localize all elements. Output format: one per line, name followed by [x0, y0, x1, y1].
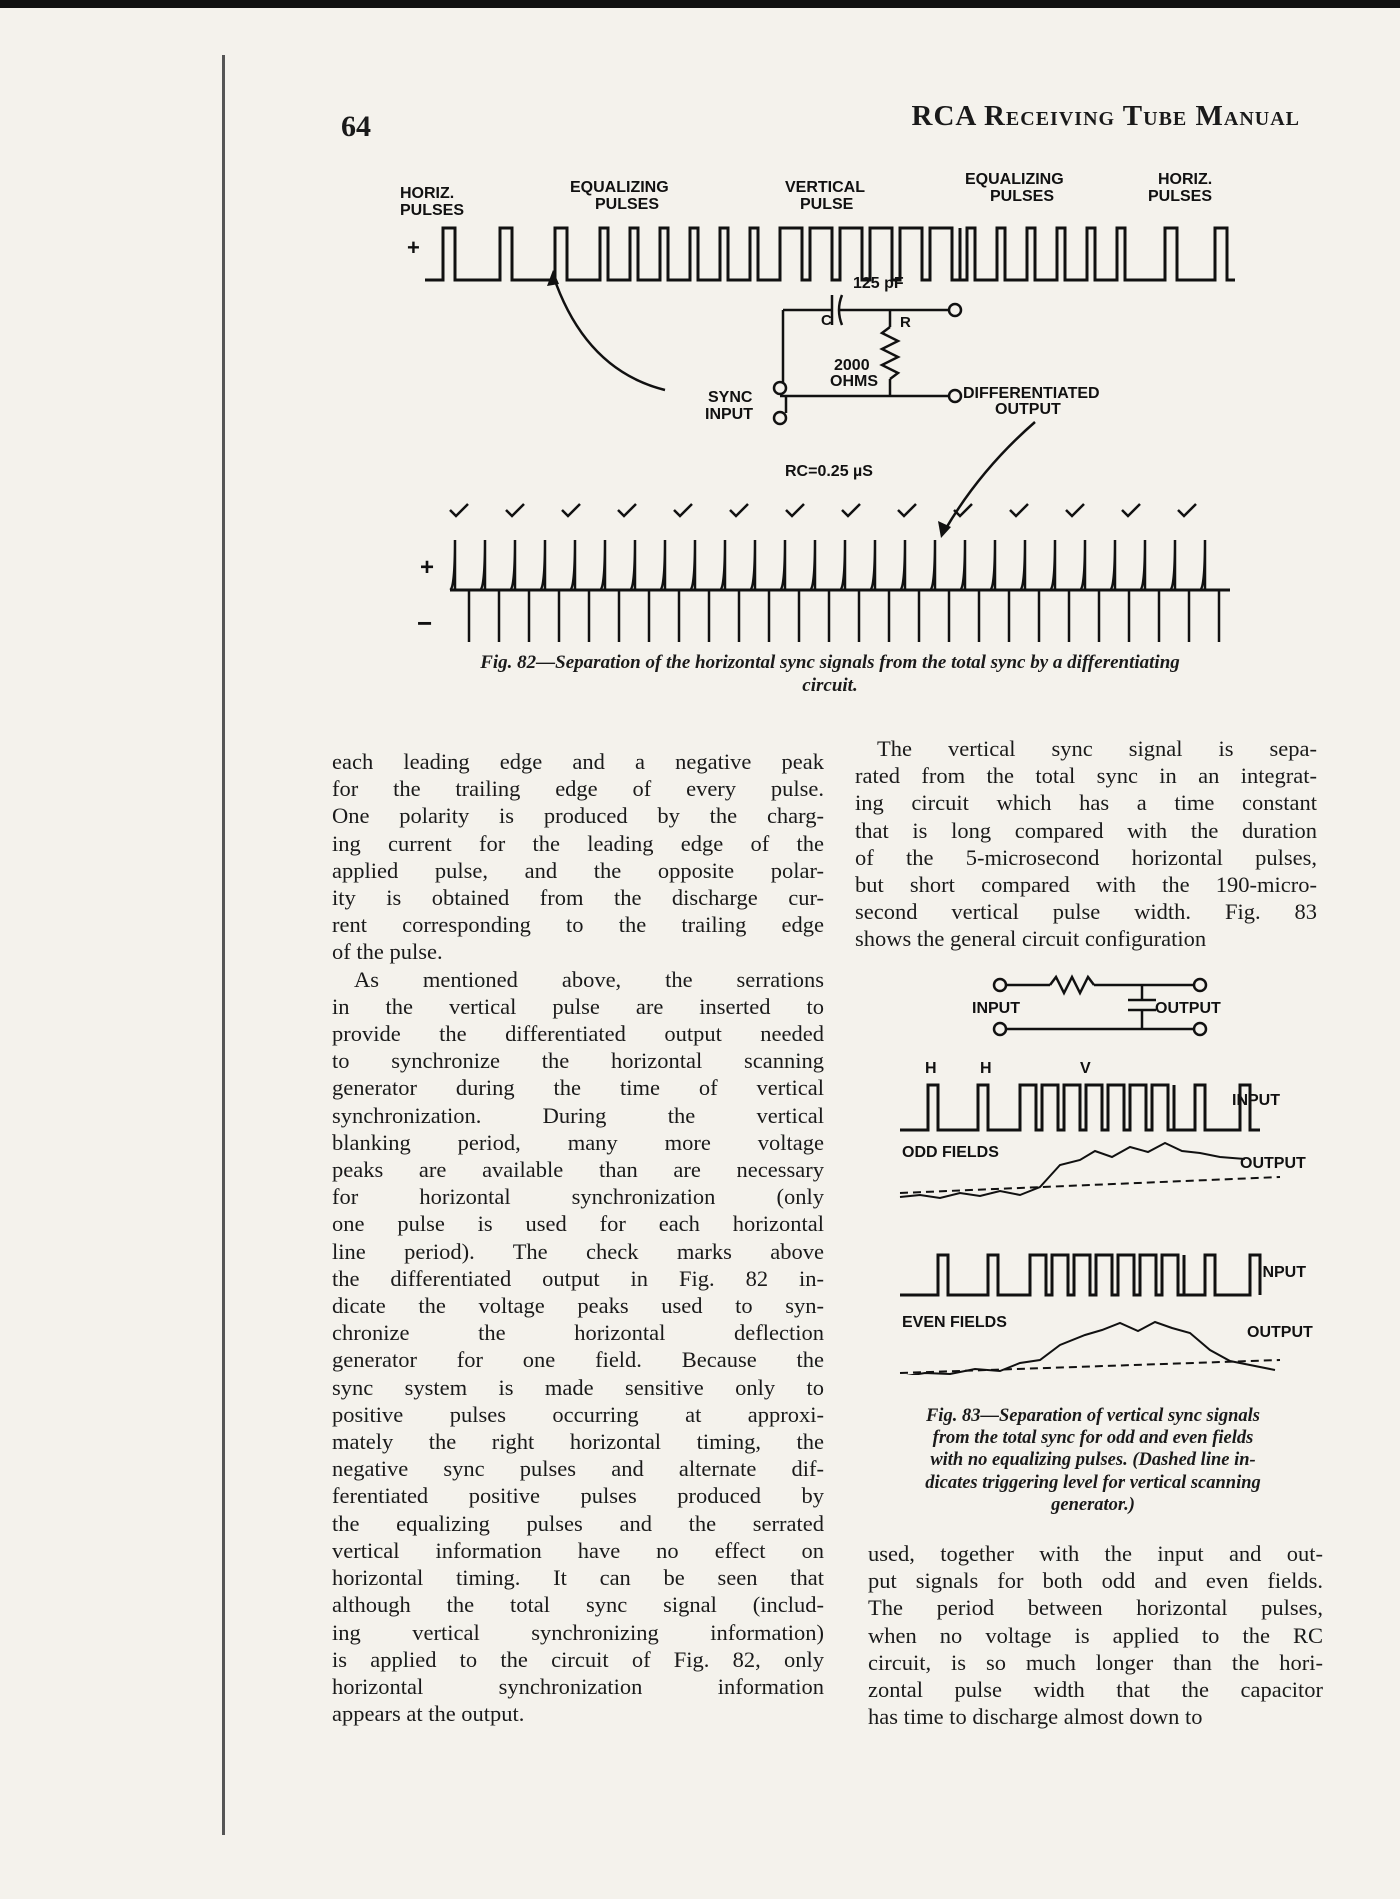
minus-sign: −: [417, 608, 433, 638]
label-equalizing-left-2: PULSES: [595, 196, 660, 213]
text-line: dicate the voltage peaks used to syn-: [332, 1293, 824, 1319]
text-line: when no voltage is applied to the RC: [868, 1622, 1323, 1648]
label-output-odd: OUTPUT: [1240, 1155, 1306, 1172]
label-sync-input: SYNC: [708, 389, 753, 406]
text-line: ity is obtained from the discharge cur-: [332, 885, 824, 911]
positive-spike: [660, 540, 665, 590]
text-line: in the vertical pulse are inserted to: [332, 993, 824, 1019]
right-column-bottom: [868, 1540, 1323, 1730]
positive-spike: [930, 540, 935, 590]
label-even-fields: EVEN FIELDS: [902, 1314, 1007, 1331]
text-line: rated from the total sync in an integrat-: [855, 763, 1317, 789]
sync-arrow-head: [547, 270, 559, 286]
text-line: positive pulses occurring at approxi-: [332, 1401, 824, 1427]
text-line: that is long compared with the duration: [855, 817, 1317, 843]
check-marks: [450, 504, 1196, 516]
fig83-caption-line3: with no equalizing pulses. (Dashed line in-: [930, 1450, 1256, 1471]
text-line: second vertical pulse width. Fig. 83: [855, 899, 1317, 925]
check-mark: [898, 504, 916, 516]
positive-spike: [960, 540, 965, 590]
label-equalizing-right-2: PULSES: [990, 188, 1055, 205]
text-line: the equalizing pulses and the serrated: [332, 1510, 824, 1536]
label-differentiated-output: DIFFERENTIATED: [963, 385, 1100, 402]
text-line: one pulse is used for each horizontal: [332, 1211, 824, 1237]
check-mark: [450, 504, 468, 516]
text-line: vertical information have no effect on: [332, 1537, 824, 1563]
positive-spike: [690, 540, 695, 590]
label-h1: H: [925, 1060, 937, 1077]
label-vertical: VERTICAL: [785, 179, 865, 196]
text-line: line period). The check marks above: [332, 1238, 824, 1264]
text-line: provide the differentiated output needed: [332, 1021, 824, 1047]
text-line: put signals for both odd and even fields.: [868, 1568, 1323, 1594]
text-line: for the trailing edge of every pulse.: [332, 776, 824, 802]
check-mark: [730, 504, 748, 516]
positive-spike: [540, 540, 545, 590]
fig83-caption-line4: dicates triggering level for vertical scanning: [925, 1472, 1261, 1493]
label-horiz-pulses-right: HORIZ.: [1158, 171, 1213, 188]
text-line: of the 5-microsecond horizontal pulses,: [855, 844, 1317, 870]
label-horiz-pulses-left: HORIZ.: [400, 185, 455, 202]
label-vertical-2: PULSE: [800, 196, 854, 213]
positive-spike: [630, 540, 635, 590]
text-line: sync system is made sensitive only to: [332, 1374, 824, 1400]
text-line: used, together with the input and out-: [868, 1541, 1323, 1566]
label-r: R: [900, 314, 911, 331]
positive-spike: [450, 540, 455, 590]
check-mark: [1066, 504, 1084, 516]
fig83-caption-line2: from the total sync for odd and even fields: [932, 1428, 1254, 1449]
check-mark: [506, 504, 524, 516]
positive-spike: [990, 540, 995, 590]
text-line: mately the right horizontal timing, the: [332, 1429, 824, 1455]
text-line: negative sync pulses and alternate dif-: [332, 1456, 824, 1482]
text-line: chronize the horizontal deflection: [332, 1320, 824, 1346]
text-line: rent corresponding to the trailing edge: [332, 912, 824, 938]
text-line: generator for one field. Because the: [332, 1347, 824, 1373]
even-input-waveform: [900, 1255, 1260, 1295]
positive-spike: [780, 540, 785, 590]
page-number: 64: [341, 110, 371, 143]
label-sync-input-2: INPUT: [705, 406, 753, 423]
label-resistance: 2000: [834, 357, 870, 374]
label-equalizing-left: EQUALIZING: [570, 179, 669, 196]
check-mark: [1178, 504, 1196, 516]
text-line: blanking period, many more voltage: [332, 1129, 824, 1155]
positive-spike: [1110, 540, 1115, 590]
positive-spike: [1050, 540, 1055, 590]
text-line: ferentiated positive pulses produced by: [332, 1483, 824, 1509]
fig82-caption-line2: circuit.: [802, 674, 858, 696]
positive-spike: [900, 540, 905, 590]
label-fig83-output: OUTPUT: [1155, 1000, 1221, 1017]
check-mark: [1122, 504, 1140, 516]
fig82-caption-line1: Fig. 82—Separation of the horizontal sync signals from the total sync by a differentiating: [480, 652, 1180, 673]
text-line: One polarity is produced by the charg-: [332, 803, 824, 829]
text-line: of the pulse.: [332, 939, 443, 965]
check-mark: [842, 504, 860, 516]
text-line: but short compared with the 190-micro-: [855, 872, 1317, 898]
label-horiz-pulses-left-2: PULSES: [400, 202, 465, 219]
text-line: has time to discharge almost down to: [868, 1704, 1203, 1730]
fig83-caption: [858, 1405, 1328, 1516]
positive-spike: [1020, 540, 1025, 590]
text-line: circuit, is so much longer than the hori-: [868, 1649, 1323, 1675]
label-v: V: [1080, 1060, 1091, 1077]
text-line: synchronization. During the vertical: [332, 1102, 824, 1128]
positive-spike: [840, 540, 845, 590]
fig83-diagram: [880, 965, 1320, 1375]
right-column-top: [855, 735, 1317, 953]
top-border: [0, 0, 1400, 8]
check-mark: [674, 504, 692, 516]
left-column: [332, 748, 824, 1727]
text-line: ing vertical synchronizing information): [332, 1619, 824, 1645]
text-line: is applied to the circuit of Fig. 82, only: [332, 1646, 824, 1672]
running-title: RCA Receiving Tube Manual: [911, 100, 1300, 132]
plus-sign-bottom: +: [420, 554, 435, 581]
text-line: As mentioned above, the serrations: [354, 966, 824, 992]
text-line: the differentiated output in Fig. 82 in-: [332, 1265, 824, 1291]
text-line: applied pulse, and the opposite polar-: [332, 857, 824, 883]
odd-trigger-level: [900, 1177, 1280, 1193]
check-mark: [562, 504, 580, 516]
text-line: each leading edge and a negative peak: [332, 749, 824, 774]
positive-spike: [480, 540, 485, 590]
text-line: for horizontal synchronization (only: [332, 1184, 824, 1210]
text-line: zontal pulse width that the capacitor: [868, 1677, 1323, 1703]
positive-spike: [600, 540, 605, 590]
binding-edge: [222, 55, 225, 1835]
text-line: ing current for the leading edge of the: [332, 830, 824, 856]
positive-spike: [720, 540, 725, 590]
even-trigger-level: [900, 1360, 1280, 1373]
label-input-odd: INPUT: [1232, 1092, 1280, 1109]
check-mark: [618, 504, 636, 516]
label-differentiated-output-2: OUTPUT: [995, 401, 1061, 418]
text-line: horizontal synchronization information: [332, 1673, 824, 1699]
check-mark: [786, 504, 804, 516]
positive-spike: [1140, 540, 1145, 590]
positive-spike: [570, 540, 575, 590]
text-line: The vertical sync signal is sepa-: [877, 736, 1317, 761]
label-horiz-pulses-right-2: PULSES: [1148, 188, 1213, 205]
text-line: ing circuit which has a time constant: [855, 790, 1317, 816]
label-resistance-2: OHMS: [830, 373, 878, 390]
label-input-even: INPUT: [1258, 1264, 1306, 1281]
text-line: to synchronize the horizontal scanning: [332, 1048, 824, 1074]
fig83-caption-line1: Fig. 83—Separation of vertical sync signals: [925, 1406, 1261, 1426]
fig82-diagram: [355, 170, 1305, 660]
positive-spike: [1080, 540, 1085, 590]
check-mark: [1010, 504, 1028, 516]
positive-spike: [1170, 540, 1175, 590]
label-equalizing-right: EQUALIZING: [965, 171, 1064, 188]
odd-input-waveform: [900, 1085, 1260, 1130]
positive-spike: [870, 540, 875, 590]
label-odd-fields: ODD FIELDS: [902, 1144, 999, 1161]
sync-waveform: [425, 228, 1235, 280]
label-c: C: [821, 312, 832, 329]
label-h2: H: [980, 1060, 992, 1077]
plus-sign-top: +: [407, 235, 420, 260]
text-line: generator during the time of vertical: [332, 1075, 824, 1101]
fig83-caption-line5: generator.): [1051, 1494, 1135, 1515]
fig82-caption: [340, 652, 1320, 698]
text-line: although the total sync signal (includ-: [332, 1592, 824, 1618]
label-capacitance: 125 pF: [853, 275, 904, 292]
text-line: appears at the output.: [332, 1701, 525, 1727]
text-line: shows the general circuit configuration: [855, 926, 1207, 952]
text-line: The period between horizontal pulses,: [868, 1595, 1323, 1621]
label-output-even: OUTPUT: [1247, 1324, 1313, 1341]
positive-spike: [750, 540, 755, 590]
text-line: horizontal timing. It can be seen that: [332, 1565, 824, 1591]
label-fig83-input: INPUT: [972, 1000, 1020, 1017]
positive-spike: [510, 540, 515, 590]
positive-spike: [1200, 540, 1205, 590]
positive-spike: [810, 540, 815, 590]
sync-input-arrow: [553, 275, 665, 390]
text-line: peaks are available than are necessary: [332, 1157, 824, 1183]
label-time-constant: RC=0.25 µS: [785, 463, 873, 480]
